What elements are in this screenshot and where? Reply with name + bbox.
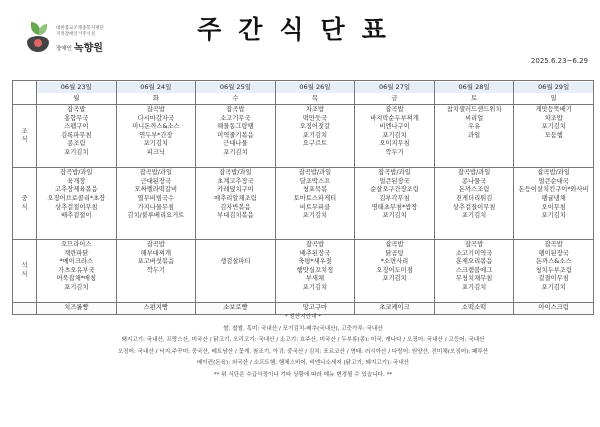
menu-cell	[116, 239, 196, 302]
menu-item: 닭곰탕	[385, 249, 404, 257]
menu-item: 비엔나구이	[379, 123, 410, 131]
menu-item: 연두부*간장	[139, 131, 173, 139]
menu-item: 청치두부조림	[535, 266, 572, 274]
meal-row	[13, 105, 594, 168]
menu-item: 잡곡밥	[226, 106, 245, 113]
day-header	[116, 81, 196, 105]
day-header	[434, 81, 514, 105]
menu-cell	[37, 168, 117, 240]
menu-item: 겉절이무침	[538, 275, 569, 283]
menu-item: 홍합무국	[64, 114, 89, 122]
menu-item: 미역줄기볶음	[217, 131, 254, 139]
menu-item: 포기김치	[143, 140, 169, 148]
logo-prefix: 장애인	[56, 46, 72, 52]
meal-row	[13, 168, 594, 240]
menu-item: 배추겉절이	[61, 212, 92, 220]
menu-item: 김부각무침	[379, 194, 410, 202]
menu-item: 명태초무침*쌈장	[371, 203, 418, 211]
meal-label	[13, 168, 37, 240]
menu-item: 잡곡밥/과일	[60, 169, 93, 177]
origin-note-line: 돼지고기: 국내산, 프랑스산, 미국산 / 닭고기, 오리고기: 국내산 / 소고기: 호주산, 미국산 / 두부류(콩): 미국, 캐나다 / 오징어: 국내산 / 고등어: 국내산	[121, 337, 485, 343]
day-date: 06월 23일	[37, 82, 116, 93]
menu-item: 잡곡밥/과일	[457, 169, 491, 177]
menu-item: 팽귤냉채	[541, 194, 566, 202]
day-weekday: 금	[391, 94, 398, 102]
day-weekday: 일	[550, 94, 557, 102]
menu-cell	[355, 105, 435, 168]
menu-cell	[434, 105, 514, 168]
dessert-cell: 스펀지빵	[116, 303, 196, 315]
menu-item: 포기김치	[541, 283, 566, 291]
menu-item: 모둠햄	[544, 131, 563, 139]
menu-item: 근대된장국	[140, 177, 172, 185]
period-label: 2025.6.23~6.29	[530, 57, 588, 65]
menu-item: 생검살파티	[220, 258, 251, 266]
menu-item: 돈등이살치킨구이*와사비	[518, 186, 589, 194]
menu-item: 어묵잡채*매칭	[56, 275, 97, 283]
menu-item	[196, 241, 275, 250]
menu-item: 포기김치	[382, 275, 407, 283]
day-weekday: 수	[232, 94, 239, 102]
meal-label-char: 식	[21, 203, 28, 211]
menu-item: 포기김치	[461, 283, 487, 291]
day-header	[275, 81, 355, 105]
menu-item: 포기김치	[302, 131, 328, 139]
day-date: 06월 26일	[276, 82, 355, 93]
menu-item: 스크램블에그	[455, 266, 493, 274]
menu-item: 팽이된장국	[538, 249, 569, 257]
menu-item: 다시마감자국	[137, 114, 175, 122]
menu-item: 오므라이스	[61, 240, 92, 248]
menu-item: 달조박스프	[299, 177, 331, 185]
menu-item: 오징어도미점	[376, 266, 413, 274]
menu-item: 바지락순두부찌개	[370, 114, 419, 122]
origin-note-line: * 원산지안내 *	[284, 314, 322, 320]
menu-item: 돈까스조림	[458, 186, 490, 194]
menu-item: 가지나물무침	[137, 203, 175, 211]
menu-item: 잡곡밥/과일	[537, 169, 570, 177]
menu-item: 포기김치	[461, 212, 487, 220]
menu-item: 포기김치	[382, 212, 407, 220]
menu-item: 포기김치	[382, 131, 407, 139]
meal-label-char: 석	[21, 262, 28, 270]
day-date: 06월 28일	[435, 82, 514, 93]
dessert-cell: 소떡소떡	[434, 303, 514, 315]
menu-item: 근대나물	[223, 140, 248, 148]
origin-notes	[12, 312, 594, 381]
dessert-cell: 망고구마	[275, 303, 355, 315]
day-weekday: 화	[152, 94, 159, 102]
menu-item: 잡곡밥/과일	[139, 169, 173, 177]
dessert-cell: 소보로빵	[196, 303, 276, 315]
menu-item: 모짜렐라떡갈비	[134, 186, 178, 194]
menu-item: 차조밥	[305, 106, 325, 113]
meal-row	[13, 239, 594, 302]
menu-item: 참치샐러드샌드위치	[446, 106, 502, 113]
dessert-cell: 아이스크림	[514, 303, 594, 315]
menu-item: 소고기미역국	[455, 249, 493, 257]
menu-item: 콩조림	[67, 140, 86, 148]
menu-cell	[514, 239, 594, 302]
menu-item: 잡곡밥	[67, 106, 86, 113]
menu-item: 잡곡밥	[385, 240, 404, 248]
menu-item: 초계고추장국	[217, 177, 254, 185]
menu-item: 무청치채무침	[455, 275, 493, 283]
menu-item: 포기김치	[64, 148, 89, 156]
menu-item	[196, 250, 275, 259]
menu-item: 소고기무국	[220, 114, 251, 122]
dessert-cell: 치즈롤빵	[37, 303, 117, 315]
dessert-cell: 초코케이크	[355, 303, 435, 315]
meal-label-char: 식	[21, 271, 28, 279]
menu-item: 잡곡밥	[146, 240, 165, 248]
menu-item: 얼큰순대국	[538, 177, 569, 185]
menu-item: 깍두기	[385, 148, 404, 156]
menu-item: 요구르트	[302, 140, 328, 148]
menu-cell	[116, 168, 196, 240]
menu-cell	[116, 105, 196, 168]
menu-cell	[514, 168, 594, 240]
menu-item: 잡곡밥	[305, 240, 325, 248]
menu-item: 게맛등뚝배기	[535, 106, 572, 113]
menu-item: 김치/불루베리요거트	[127, 212, 185, 220]
menu-item: 비트무피클	[299, 203, 331, 211]
menu-item: 오징어젓갈	[299, 123, 331, 131]
menu-item: 햄맛실꼬치정	[296, 266, 334, 274]
day-header	[37, 81, 117, 105]
menu-item: 김록파무침	[61, 131, 92, 139]
logo-line-1: 대한불교조계종복지재단	[56, 26, 104, 31]
menu-item: 축평*새우젓	[298, 258, 332, 266]
menu-item: 카레덮치구이	[217, 186, 254, 194]
menu-table	[12, 80, 594, 315]
logo-line-2: 지적장애인거주시설	[56, 31, 96, 37]
day-header	[196, 81, 276, 105]
menu-item: 고추장제육볶음	[54, 186, 98, 194]
menu-item: *메이크라스	[59, 258, 94, 266]
menu-item: 청포묵볶	[302, 186, 328, 194]
day-date: 06월 25일	[196, 82, 275, 93]
menu-item: 씨리얼	[464, 114, 484, 122]
menu-item: 떡만둣국	[302, 114, 328, 122]
page-title: 주간식단표	[197, 15, 403, 44]
menu-item: 잡곡밥/과일	[298, 169, 332, 177]
menu-item: 상추겉절이무침	[452, 203, 496, 211]
menu-cell	[275, 168, 355, 240]
menu-item: 오징어브로콜리*초장	[47, 194, 106, 202]
menu-item: 상추겉절이무침	[54, 203, 98, 211]
menu-item: 부대김치볶음	[217, 212, 254, 220]
menu-item: 포고버섯볶음	[137, 258, 175, 266]
menu-cell	[37, 239, 117, 302]
menu-item: 깍두기	[146, 266, 165, 274]
menu-cell	[514, 105, 594, 168]
origin-note-line: ** 위 식단은 수급사정이나 기타 상황에 따라 메뉴 변경될 수 있습니다. **	[213, 371, 393, 378]
menu-item: 잡곡밥/과일	[219, 169, 252, 177]
menu-item: 과일	[468, 131, 481, 139]
day-weekday: 토	[470, 94, 478, 102]
menu-item: 잡곡밥	[464, 240, 484, 248]
menu-item: 차조밥	[544, 114, 563, 122]
menu-cell	[355, 168, 435, 240]
corner-cell	[13, 81, 37, 105]
menu-item: 부새채	[305, 275, 325, 283]
menu-item: 진게더리튀김	[455, 194, 493, 202]
meal-label-char: 식	[21, 136, 28, 144]
menu-item: 잡곡밥/과일	[378, 169, 411, 177]
menu-item: 토마토스파게티	[293, 194, 337, 202]
menu-cell	[196, 105, 276, 168]
meal-label-char: 중	[21, 194, 28, 202]
menu-item: 우유	[468, 123, 481, 131]
menu-cell	[434, 239, 514, 302]
day-weekday: 월	[73, 94, 80, 102]
meal-label	[13, 105, 37, 168]
origin-note-line: 오징어: 국내산 / 낙지,주꾸미: 중국산, 베트남산 / 꽃게, 참조기, 아귀: 중국산 / 김치: 포르코산 / 명태: 러시아산 / 다랑어: 원양산, 진미채(오징어): 페루산	[117, 348, 489, 355]
header-row	[13, 81, 594, 105]
menu-item: 스팸구이	[64, 123, 89, 131]
menu-cell	[275, 105, 355, 168]
origin-note-line: 쌀, 찹쌀, 흑미: 국내산 / 포기김치-배추(국내산), 고춧가루: 국내산	[223, 325, 383, 332]
menu-item: 포기김치	[64, 283, 89, 291]
menu-item: 포기김치	[302, 283, 328, 291]
menu-item: 순살오구간장조림	[370, 186, 419, 194]
menu-item: 오이지무침	[379, 140, 410, 148]
menu-item: 해물동그랑땡	[217, 123, 254, 131]
menu-item: 잡곡밥	[385, 106, 404, 113]
menu-item: 잡곡밥	[146, 106, 165, 113]
day-date: 06월 24일	[117, 82, 196, 93]
menu-item: 포기김치	[541, 212, 566, 220]
menu-item: 훈제오리볶음	[455, 258, 493, 266]
menu-item: 해부대찌개	[140, 249, 172, 257]
menu-item: 매추리알채조림	[214, 194, 257, 202]
menu-cell	[196, 168, 276, 240]
menu-item: 피크닉	[146, 148, 165, 156]
menu-item: 계란파닭	[64, 249, 89, 257]
menu-cell	[355, 239, 435, 302]
menu-item: 콩나물국	[461, 177, 487, 185]
menu-cell	[275, 239, 355, 302]
menu-cell	[196, 239, 276, 302]
meal-label	[13, 239, 37, 302]
menu-item: 미니돈까스&소스	[132, 123, 180, 131]
day-header	[514, 81, 594, 105]
menu-item: 열무비빔국수	[137, 194, 175, 202]
menu-item: *소면사리	[380, 258, 409, 266]
menu-item: 얼큰된장국	[379, 177, 410, 185]
menu-item: 돈까스&소스	[536, 258, 572, 266]
day-date: 06월 29일	[514, 82, 593, 93]
menu-item: 포기김치	[223, 148, 248, 156]
menu-item: 가츠오유부국	[58, 266, 95, 274]
menu-item: 김자반볶음	[220, 203, 251, 211]
menu-item: 포기김치	[541, 123, 566, 131]
day-weekday: 목	[311, 94, 319, 102]
logo-name-text: 녹향원	[73, 43, 103, 54]
menu-item: 잡곡밥	[544, 240, 563, 248]
menu-item: 포기김치	[302, 212, 328, 220]
day-date: 06월 27일	[355, 82, 434, 93]
menu-item: 배추된장국	[299, 249, 331, 257]
menu-cell	[37, 105, 117, 168]
menu-item: 오이무침	[541, 203, 566, 211]
menu-cell	[434, 168, 514, 240]
meal-label-char: 조	[21, 127, 28, 135]
day-header	[355, 81, 435, 105]
origin-note-line: 배이컨(돈육): 외국산 / 소프트햄, 햄체스비어, 비엔나소세지 (닭고기, 돼지고기): 국내산	[196, 360, 410, 366]
menu-item: 육개장	[67, 177, 86, 185]
